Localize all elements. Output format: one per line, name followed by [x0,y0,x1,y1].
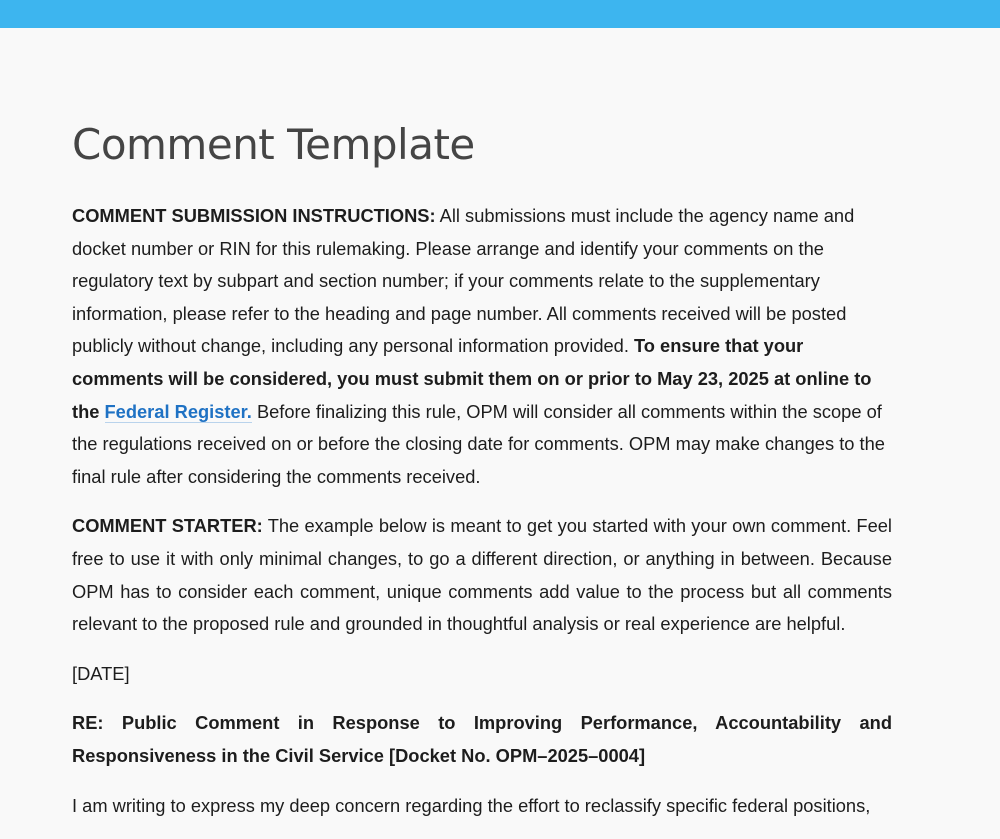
instructions-text-1: All submissions must include the agency name and docket number or RIN for this rulemaking. Please arrange and identify your comments on the regulatory text by subpart and section number; if your comments relate to the supplementary information, please refer to the heading and page number. All comments received will be posted publicly without change, including any personal information provided. [72,205,855,357]
submission-instructions-paragraph [72,200,892,493]
starter-text: The example below is meant to get you started with your own comment. Feel free to use it with only minimal changes, to go a different direction, or anything in between. Because OPM has to consider each comment, unique comments add value to the process but all comments relevant to the proposed rule and grounded in thoughtful analysis or real experience are helpful. [72,515,892,635]
re-line-text: RE: Public Comment in Response to Improving Performance, Accountability and Responsiveness in the Civil Service [Docket No. OPM–2025–0004] [72,712,892,766]
instructions-deadline-text: To ensure that your comments will be considered, you must submit them on or prior to May 23, 2025 at online to the [72,335,872,422]
document-body [72,116,892,839]
page-title: Comment Template [72,120,475,169]
comment-starter-paragraph [72,510,892,640]
instructions-text-2: Before finalizing this rule, OPM will consider all comments within the scope of the regulations received on or before the closing date for comments. OPM may make changes to the final rule after considering the comments received. [72,400,885,487]
re-line [72,707,892,772]
federal-register-link[interactable]: Federal Register. [104,400,252,422]
instructions-label: COMMENT SUBMISSION INSTRUCTIONS: [72,205,436,226]
date-placeholder: [DATE] [72,662,130,684]
comment-body-paragraph [72,790,892,823]
starter-label: COMMENT STARTER: [72,515,263,537]
comment-body-text: I am writing to express my deep concern regarding the effort to reclassify specific federal positions, [72,794,871,816]
top-accent-bar [0,0,1000,28]
